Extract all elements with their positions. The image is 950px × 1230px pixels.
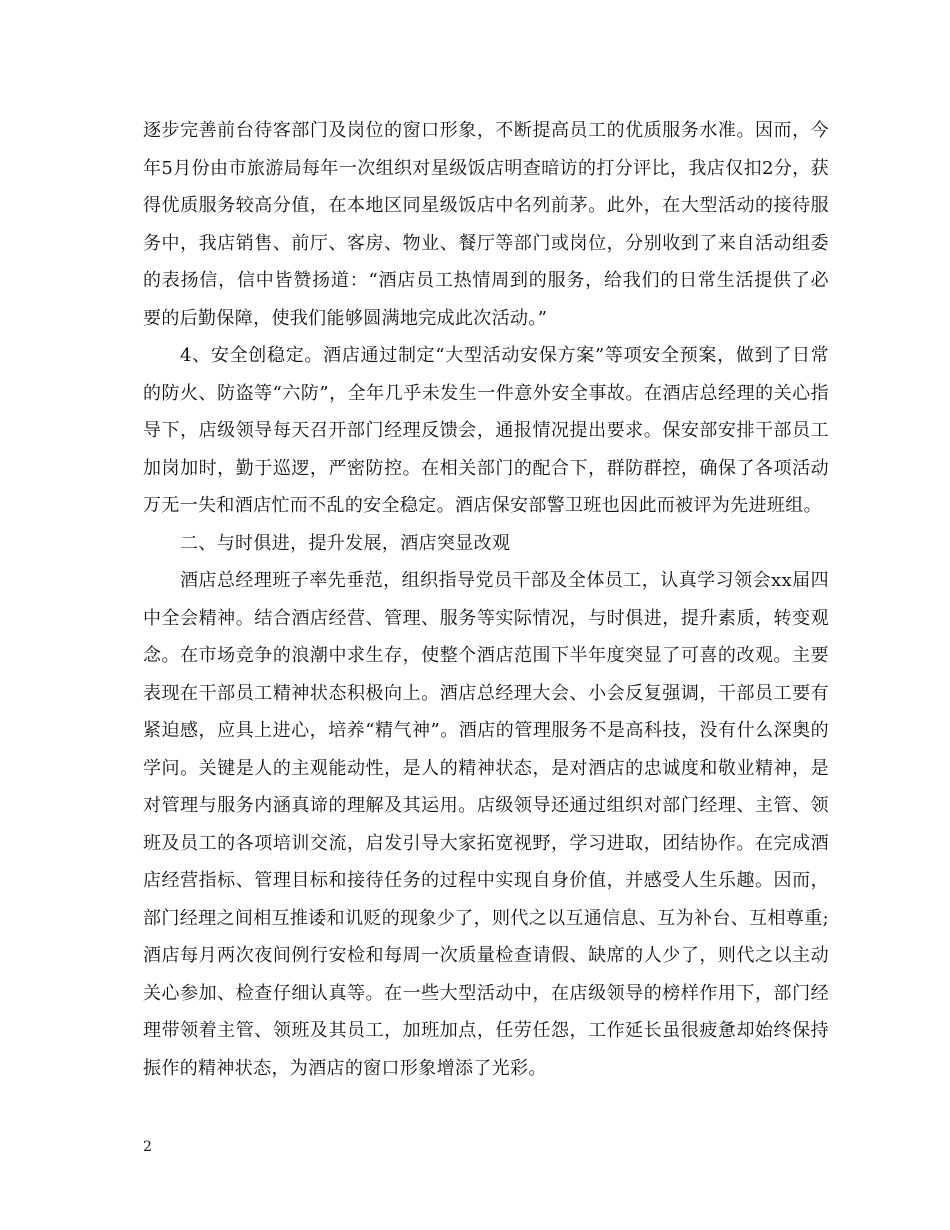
page-number: 2 (143, 1139, 152, 1155)
paragraph-service-image: 逐步完善前台待客部门及岗位的窗口形象，不断提高员工的优质服务水准。因而，今年5月份由市旅游局每年一次组织对星级饭店明查暗访的打分评比，我店仅扣2分，获得优质服务较高分值，在本地区同星级饭店中名列前茅。此外，在大型活动的接待服务中，我店销售、前厅、客房、物业、餐厅等部门或岗位，分别收到了来自活动组委的表扬信，信中皆赞扬道：“酒店员工热情周到的服务，给我们的日常生活提供了必要的后勤保障，使我们能够圆满地完成此次活动。” (143, 120, 829, 329)
paragraph-security-stability: 4、安全创稳定。酒店通过制定“大型活动安保方案”等项安全预案，做到了日常的防火、防盗等“六防”，全年几乎未发生一件意外安全事故。在酒店总经理的关心指导下，店级领导每天召开部门经理反馈会，通报情况提出要求。保安部安排干部员工加岗加时，勤于巡逻，严密防控。在相关部门的配合下，群防群控，确保了各项活动万无一失和酒店忙而不乱的安全稳定。酒店保安部警卫班也因此而被评为先进班组。 (143, 345, 829, 516)
paragraph-management-progress: 酒店总经理班子率先垂范，组织指导党员干部及全体员工，认真学习领会xx届四中全会精神。结合酒店经营、管理、服务等实际情况，与时俱进，提升素质，转变观念。在市场竞争的浪潮中求生存，使整个酒店范围下半年度突显了可喜的改观。主要表现在干部员工精神状态积极向上。酒店总经理大会、小会反复强调，干部员工要有紧迫感，应具上进心，培养“精气神”。酒店的管理服务不是高科技，没有什么深奥的学问。关键是人的主观能动性，是人的精神状态，是对酒店的忠诚度和敬业精神，是对管理与服务内涵真谛的理解及其运用。店级领导还通过组织对部门经理、主管、领班及员工的各项培训交流，启发引导大家拓宽视野，学习进取，团结协作。在完成酒店经营指标、管理目标和接待任务的过程中实现自身价值，并感受人生乐趣。因而，部门经理之间相互推诿和讥贬的现象少了，则代之以互通信息、互为补台、互相尊重;酒店每月两次夜间例行安检和每周一次质量检查请假、缺席的人少了，则代之以主动关心参加、检查仔细认真等。在一些大型活动中，在店级领导的榜样作用下，部门经理带领着主管、领班及其员工，加班加点，任劳任怨，工作延长虽很疲惫却始终保持振作的精神状态，为酒店的窗口形象增添了光彩。 (143, 570, 829, 1079)
document-body (143, 112, 829, 1087)
section-heading-keep-pace: 二、与时俱进，提升发展，酒店突显改观 (180, 532, 511, 554)
